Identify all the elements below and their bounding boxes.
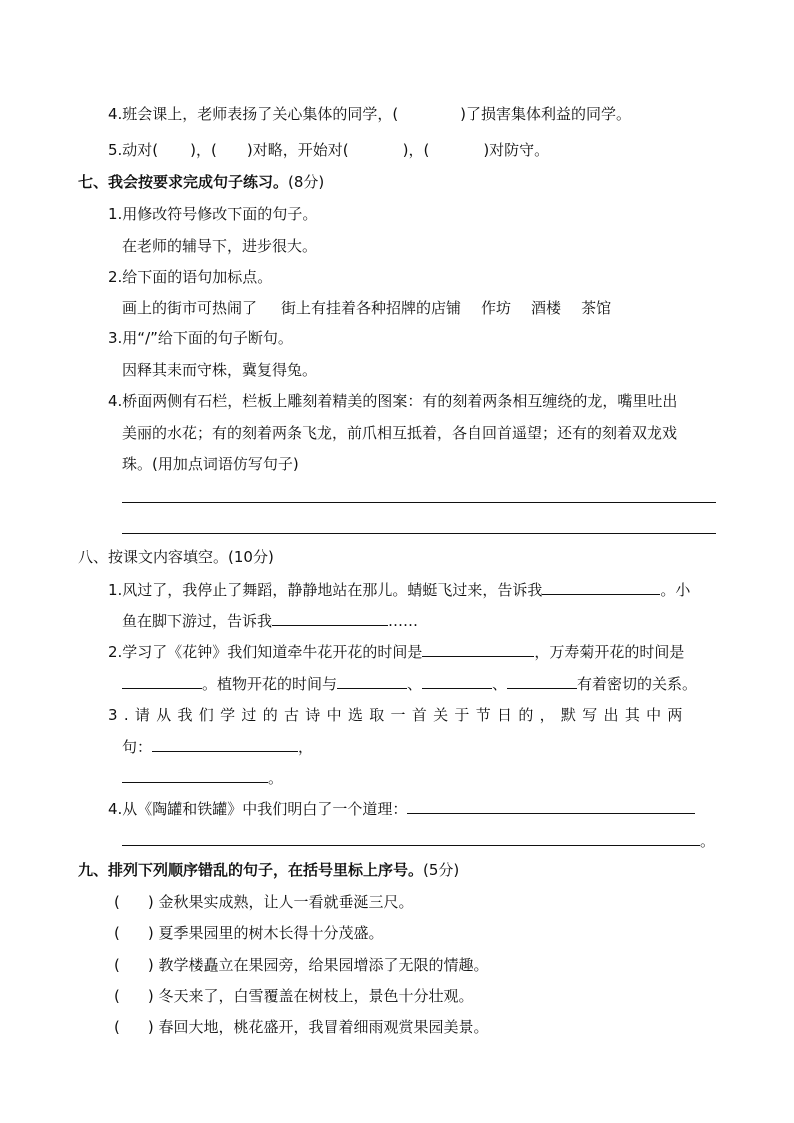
s8-q1-line2 <box>122 610 418 631</box>
s7-q1: 1.用修改符号修改下面的句子。 <box>108 205 318 223</box>
s7-q2-phrase: 街上有挂着各种招牌的店铺 <box>281 299 462 317</box>
s6-q4-text-a: 4.班会课上，老师表扬了关心集体的同学，( <box>108 105 399 123</box>
answer-line[interactable] <box>122 502 716 503</box>
s6-q5 <box>108 140 549 160</box>
s8-heading <box>78 547 274 567</box>
s8-q2-blank-3[interactable] <box>337 673 407 689</box>
answer-line[interactable] <box>122 533 716 534</box>
s7-score: (8分) <box>288 173 325 191</box>
s8-q4-blank-1[interactable] <box>407 798 695 814</box>
s8-q2-line1 <box>108 641 684 662</box>
s8-q1-b: 。小 <box>660 581 691 599</box>
s8-q1-blank-1[interactable] <box>542 579 660 595</box>
s8-score: (10分) <box>228 548 274 566</box>
s6-q5-c: )对略，开始对( <box>246 141 349 159</box>
list-item <box>114 955 489 975</box>
order-bracket[interactable]: ( ) <box>114 956 154 974</box>
s8-q4-line2 <box>122 830 715 851</box>
s7-q4-line2: 美丽的水花；有的刻着两条飞龙，前爪相互抵着，各自回首遥望；还有的刻着双龙戏 <box>122 424 678 442</box>
s7-q4-line1: 4.桥面两侧有石栏，栏板上雕刻着精美的图案：有的刻着两条相互缠绕的龙，嘴里吐出 <box>108 392 678 410</box>
s7-q1-text: 在老师的辅导下，进步很大。 <box>122 237 318 255</box>
s8-q1-d: …… <box>388 612 419 630</box>
s8-q2-blank-1[interactable] <box>422 641 534 657</box>
order-bracket[interactable]: ( ) <box>114 893 154 911</box>
list-item <box>114 923 384 943</box>
s8-q3-blank-2[interactable] <box>122 767 268 783</box>
list-item-text: 夏季果园里的树木长得十分茂盛。 <box>158 924 384 942</box>
order-bracket[interactable]: ( ) <box>114 924 154 942</box>
s7-q3-text: 因释其耒而守株，冀复得兔。 <box>122 361 318 379</box>
s6-q5-e: )对防守。 <box>483 141 550 159</box>
s8-q4-end: 。 <box>700 832 716 850</box>
s6-q5-d: )，( <box>402 141 430 159</box>
list-item-text: 春回大地，桃花盛开，我冒着细雨观赏果园美景。 <box>158 1018 489 1036</box>
s9-score: (5分) <box>423 861 460 879</box>
s8-q2-blank-5[interactable] <box>507 673 577 689</box>
s8-q2-sep: 、 <box>492 675 508 693</box>
order-bracket[interactable]: ( ) <box>114 987 154 1005</box>
list-item-text: 金秋果实成熟，让人一看就垂涎三尺。 <box>158 893 414 911</box>
s8-q2-b: ，万寿菊开花的时间是 <box>534 643 685 661</box>
s8-q2-blank-4[interactable] <box>422 673 492 689</box>
s7-q2-phrase: 茶馆 <box>581 299 612 317</box>
s6-q5-b: )，( <box>190 141 217 159</box>
list-item <box>114 1017 489 1037</box>
s8-q3-line2 <box>122 736 313 757</box>
s8-q3-blank-1[interactable] <box>152 736 298 752</box>
s7-q3: 3.用“/”给下面的句子断句。 <box>108 329 293 347</box>
s6-q4 <box>108 104 631 124</box>
s8-q2-blank-2[interactable] <box>122 673 202 689</box>
s6-q4-text-b: )了损害集体利益的同学。 <box>460 105 632 123</box>
s8-q2-a: 2.学习了《花钟》我们知道牵牛花开花的时间是 <box>108 643 423 661</box>
s8-q4-a: 4.从《陶罐和铁罐》中我们明白了一个道理： <box>108 800 408 818</box>
s8-q3-comma: ， <box>298 738 314 756</box>
s8-q1-line1 <box>108 579 690 600</box>
list-item-text: 冬天来了，白雪覆盖在树枝上，景色十分壮观。 <box>158 987 474 1005</box>
s6-q5-a: 5.动对( <box>108 141 159 159</box>
list-item <box>114 986 474 1006</box>
s9-title: 九、排列下列顺序错乱的句子，在括号里标上序号。 <box>78 861 424 879</box>
s9-heading <box>78 860 459 880</box>
s8-q3-end: 。 <box>268 769 284 787</box>
s8-q2-sep: 、 <box>407 675 423 693</box>
s8-q1-blank-2[interactable] <box>272 610 388 626</box>
list-item <box>114 892 414 912</box>
s7-q2: 2.给下面的语句加标点。 <box>108 268 273 286</box>
s8-q2-d: 有着密切的关系。 <box>577 675 698 693</box>
s7-heading <box>78 172 324 192</box>
list-item-text: 教学楼矗立在果园旁，给果园增添了无限的情趣。 <box>158 956 489 974</box>
s7-q2-phrase: 酒楼 <box>531 299 562 317</box>
s8-q2-line2 <box>122 673 697 694</box>
s8-title: 八、按课文内容填空。 <box>78 548 229 566</box>
s8-q3-line3 <box>122 767 283 788</box>
s8-q3-line1: 3.请从我们学过的古诗中选取一首关于节日的，默写出其中两 <box>108 706 689 724</box>
s7-q2-text <box>122 298 611 318</box>
s8-q2-c: 。植物开花的时间与 <box>202 675 338 693</box>
s7-q2-phrase: 画上的街市可热闹了 <box>122 299 258 317</box>
s8-q1-a: 1.风过了，我停止了舞蹈，静静地站在那儿。蜻蜓飞过来，告诉我 <box>108 581 543 599</box>
order-bracket[interactable]: ( ) <box>114 1018 154 1036</box>
s7-title: 七、我会按要求完成句子练习。 <box>78 173 289 191</box>
s8-q4-blank-2[interactable] <box>122 830 700 846</box>
s8-q1-c: 鱼在脚下游过，告诉我 <box>122 612 273 630</box>
s8-q3-b: 句： <box>122 738 153 756</box>
s7-q2-phrase: 作坊 <box>481 299 512 317</box>
s7-q4-line3: 珠。(用加点词语仿写句子) <box>122 455 299 473</box>
s8-q4-line1 <box>108 798 695 819</box>
